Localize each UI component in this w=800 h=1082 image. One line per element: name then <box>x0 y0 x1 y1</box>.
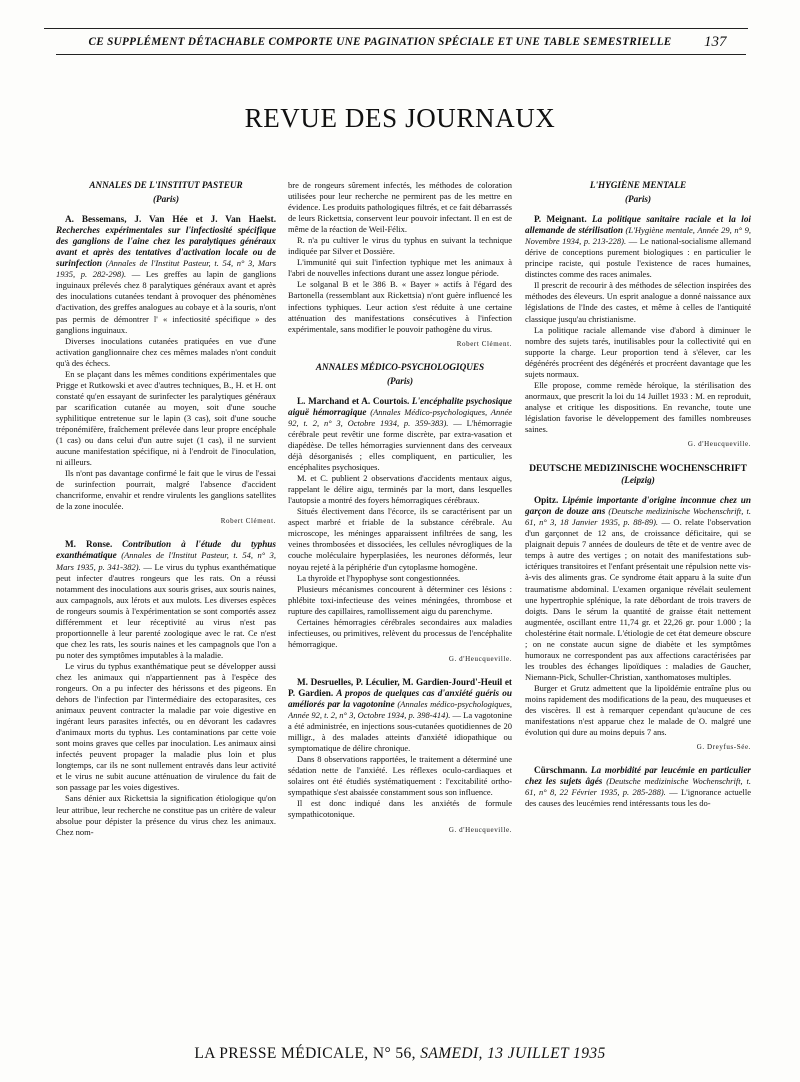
paragraph: Plusieurs mécanismes concourent à déterminer ces lésions : phlébite toxi-infectieuse des veines méningées, thrombose et rupture des capillaires, ramollissement aigu du parenchyme. <box>288 583 512 616</box>
paragraph: La thyroïde et l'hypophyse sont congestionnées. <box>297 572 460 583</box>
journal-city: (Paris) <box>386 375 414 386</box>
journal-heading: ANNALES MÉDICO-PSYCHOLOGIQUES <box>315 361 485 372</box>
article-reference: (Deutsche medizinische Wochenschrift, t. 61, n° 3, 18 Janvier 1935, p. 88-89). <box>525 506 751 528</box>
column-right <box>525 180 751 1040</box>
paragraph: Le solganal B et le 386 B. « Bayer » actifs à l'égard des Bartonella (ressemblant aux Rickettsia) n'ont guère influencé les infections typhiques. Leur action s'est réduite à une certaine atténuation des manifestations consécutives à l'infection expérimentale, sans modifier le pouvoir pathogène du virus. <box>288 279 512 334</box>
article-text: — Les greffes au lapin de ganglions inguinaux prélevés chez 8 paralytiques généraux avant et après des inoculations cutanées tendant à provoquer des phénomènes d'activation, des greffes analogues au cobaye et à la souris, n'ont pas permis de démontrer l' « infectiosité spécifique » des ganglions inguinaux. <box>56 269 276 335</box>
paragraph: La politique raciale allemande vise d'abord à diminuer le nombre des sujets tarés, inutilisables pour la collectivité qui en supporte la charge. Leur proportion tend à s'élever, car les dégénérés procréent des dégénérés et procréent davantage que les sujets normaux. <box>525 324 751 379</box>
article-entry <box>288 677 512 754</box>
journal-heading: DEUTSCHE MEDIZINISCHE WOCHENSCHRIFT <box>529 463 747 475</box>
paragraph: Le virus du typhus exanthématique peut se développer aussi chez les animaux qui n'appartiennent pas à l'espèce des rongeurs. On a pu infecter des hérissons et des pigeons. En dehors de l'infection par l'intermédiaire des ectoparasites, ces animaux peuvent contracter la maladie par voie digestive en ingérant leurs parasites infectés, ou en dévorant les cadavres d'animaux morts du typhus. Les contaminations par cette voie sont moins graves que celles par inoculation. Les animaux ainsi infectés peuvent propager la maladie plus loin et plus longtemps, car ils ne sont nullement entravés dans leur activité et le virus ne subit aucune atténuation de virulence du fait de son passage par les voies digestives. <box>56 660 276 793</box>
article-entry <box>525 765 751 809</box>
paragraph: Burger et Grutz admettent que la lipoïdémie entraîne plus ou moins rapidement des modifications de la peau, des muqueuses et des viscères. Il est à remarquer cependant qu'aucune de ces manifestations n'est apparue chez le malade de O. malgré une évolution qui dure au moins depuis 7 ans. <box>525 682 751 738</box>
page-number: 137 <box>704 34 727 50</box>
article-title: L'encéphalite psychosique aiguë hémorragique <box>288 395 512 417</box>
publication-name: LA PRESSE MÉDICALE, <box>194 1045 369 1062</box>
article-reference: (Annales médico-psychologiques, Année 92, t. 2, n° 3, Octobre 1934, p. 398-414). <box>288 699 512 721</box>
article-reference: (Deutsche medizinische Wochenschrift, t. 61, n° 8, 22 Février 1935, p. 285-288). <box>525 776 751 798</box>
paragraph: L'immunité qui suit l'infection typhique met les animaux à l'abri de nouvelles infections durant une assez longue période. <box>288 257 512 279</box>
paragraph: Il est donc indiqué dans les anxiétés de formule sympathicotonique. <box>288 798 512 820</box>
article-reference: (Annales de l'Institut Pasteur, t. 54, n° 3, Mars 1935, p. 282-298). <box>56 258 276 280</box>
article-authors: M. Ronse. <box>65 539 113 550</box>
page-footer <box>0 1045 800 1063</box>
article-authors: A. Bessemans, J. Van Hée et J. Van Haelst. <box>65 214 276 225</box>
reviewer-signature: G. d'Heucqueville. <box>448 825 512 834</box>
article-entry <box>525 495 751 683</box>
article-reference: (L'Hygiène mentale, Année 29, n° 9, Novembre 1934, p. 213-228). <box>525 225 751 247</box>
reviewer-signature: G. Dreyfus-Sée. <box>696 743 751 752</box>
header-rule <box>56 54 746 55</box>
article-title: La politique sanitaire raciale et la loi allemande de stérilisation <box>525 214 751 236</box>
journal-city: (Paris) <box>624 194 652 205</box>
article-entry <box>56 539 276 661</box>
column-left <box>56 180 276 1040</box>
paragraph: Elle propose, comme remède héroïque, la stérilisation des anormaux, que prescrit la loi du 14 Juillet 1933 : M. en reproduit, analyse et critique les dispositions. En revanche, toute une législation favorise le développement des familles nombreuses saines. <box>525 379 751 434</box>
paragraph: R. n'a pu cultiver le virus du typhus en suivant la technique indiquée par Silver et Dossière. <box>288 235 512 257</box>
article-title: La morbidité par leucémie en particulier chez les sujets âgés <box>525 765 751 787</box>
reviewer-signature: G. d'Heucqueville. <box>687 440 751 449</box>
article-text: — Le virus du typhus exanthématique peut infecter d'autres rongeurs que les rats. On a réussi notamment des inoculations aux souris grises, aux souris naines, aux campagnols, aux lérots et aux mulots. Les diverses espèces de rongeurs soumis à l'expérimentation se sont comportés assez différemment et leur réceptivité au virus n'est pas proportionnelle à leur parenté zoologique avec le rat. Ce n'est que chez les rats, les souris naines et les campagnols que l'on a pu noter des symptômes imputables à la maladie. <box>56 561 276 660</box>
article-title: Contribution à l'étude du typhus exanthématique <box>56 539 276 561</box>
issue-number: N° 56, <box>372 1045 416 1062</box>
paragraph: M. et C. publient 2 observations d'accidents mentaux aigus, rappelant le délire aigu, terminés par la mort, dans lesquelles l'autopsie a montré des foyers hémorragiques cérébraux. <box>288 473 512 506</box>
paragraph: Sans dénier aux Rickettsia la signification étiologique qu'on leur attribue, leur recherche ne constitue pas un critère de valeur absolue pour dépister la présence du virus chez les animaux. Chez nom- <box>56 793 276 837</box>
reviewer-signature: Robert Clément. <box>456 339 512 348</box>
paragraph: Ils n'ont pas davantage confirmé le fait que le virus de l'essai de surinfection pourrait, malgré l'absence d'accident chancriforme, envahir et rendre virulents les ganglions satellites de la zone inoculée. <box>56 468 276 512</box>
article-text: — Le national-socialisme allemand dérive de conceptions purement biologiques : en particulier le principe raciste, qui postule l'existence de races humaines, distinctes comme des races animales. <box>525 236 751 280</box>
article-title: A propos de quelques cas d'anxiété guéris ou améliorés par la vagotonine <box>288 687 512 710</box>
article-authors: P. Meignant. <box>534 214 587 225</box>
article-entry <box>56 214 276 336</box>
reviewer-signature: G. d'Heucqueville. <box>448 654 512 663</box>
paragraph: Certaines hémorragies cérébrales secondaires aux maladies infectieuses, ou primitives, relèvent du processus de l'encéphalite hémorragique. <box>288 616 512 649</box>
paragraph: Diverses inoculations cutanées pratiquées en vue d'une activation ganglionnaire chez ces mêmes malades n'ont conduit qu'à des échecs. <box>56 335 276 368</box>
article-entry <box>288 396 512 473</box>
article-entry <box>525 214 751 280</box>
top-rule <box>44 28 748 29</box>
article-text: — L'ignorance actuelle des causes des leucémies rend intéressants tous les do- <box>525 787 751 809</box>
journal-heading: L'HYGIÈNE MENTALE <box>589 180 687 190</box>
journal-heading: ANNALES DE L'INSTITUT PASTEUR <box>89 180 243 190</box>
article-title: Lipémie importante d'origine inconnue chez un garçon de douze ans <box>525 495 751 517</box>
article-reference: (Annales Médico-psychologiques, Année 92, t. 2, n° 3, Octobre 1934, p. 359-383). <box>288 406 512 428</box>
supplement-note: CE SUPPLÉMENT DÉTACHABLE COMPORTE UNE PAGINATION SPÉCIALE ET UNE TABLE SEMESTRIELLE <box>88 36 672 48</box>
article-authors: Opitz. <box>534 495 559 506</box>
column-middle <box>288 180 512 1040</box>
paragraph: Situés électivement dans l'écorce, ils se caractérisent par un aspect marbré et friable de la substance cérébrale. Au microscope, les méninges apparaissent infiltrées de sang, les veines thrombosées et dissociées, les cellules névrogliques de la couche moléculaire hyperplasiées, les neurones déformés, leur noyau rejeté à la périphérie d'un cytoplasme homogène. <box>288 506 512 572</box>
reviewer-signature: Robert Clément. <box>220 517 276 526</box>
article-title: Recherches expérimentales sur l'infectiosité spécifique des ganglions de l'aine chez les paralytiques généraux avant et après des tentatives d'activation locale ou de surinfection <box>56 225 276 269</box>
journal-city: (Leipzig) <box>621 475 655 486</box>
paragraph: Dans 8 observations rapportées, le traitement a déterminé une sédation nette de l'anxiété. Les réflexes oculo-cardiaques et solaires ont été étudiés systématiquement : l'excitabilité ortho-sympathique s'est abaissée constamment sous son influence. <box>288 754 512 798</box>
page-title: REVUE DES JOURNAUX <box>244 103 556 133</box>
article-authors: Cürschmann. <box>534 765 588 776</box>
issue-date: SAMEDI, 13 JUILLET 1935 <box>420 1045 606 1062</box>
article-text: — L'hémorragie cérébrale peut revêtir une forme discrète, par extra-vasation et diapédèse. De telles hémorragies surviennent dans des cerveaux déjà désorganisés ; elles compliquent, en particulier, les encéphalites psychosiques. <box>288 417 512 473</box>
article-reference: (Annales de l'Institut Pasteur, t. 54, n° 3, Mars 1935, p. 341-382). <box>56 550 276 572</box>
article-text: — La vagotonine a été administrée, en injections sous-cutanées quotidiennes de 20 milligr., à des malades atteints d'anxiété idiopathique ou symptomatique de délire chronique. <box>288 710 512 754</box>
article-authors: L. Marchand et A. Courtois. <box>297 395 410 406</box>
article-authors: M. Desruelles, P. Léculier, M. Gardien-Jourd'-Heuil et P. Gardien. <box>288 676 512 698</box>
article-text: — O. relate l'observation d'un garçonnet de 12 ans, de croissance déficitaire, qui se plaignait depuis 7 années de douleurs de tête et de ventre avec de temps à autre des vertiges ; on notait des manifestations sub-ictériques transitoires et l'enfant présentait une répulsion nette vis-à-vis des aliments gras. Ce syndrome était apparu à la suite d'un traumatisme abdominal. L'examen organique révélait seulement une hypertrophie splénique, la rate débordant de trois travers de doigts. Dans le sérum la quantité de graisse était nettement augmentée, oscillant entre 11,74 gr. et 22,26 gr. pour 1.000 ; la cholestérine était normale. L'étiologie de cet état demeure obscure ; on ne constate aucun signe de diabète et les symptômes humoraux ne correspondent pas aux affections caractérisées par les troubles des échanges lipoïdiques : maladies de Gaucher, Niemann-Pick, Schuller-Christian, xanthomatoses multiples. <box>525 517 751 682</box>
journal-city: (Paris) <box>152 194 180 205</box>
paragraph: Il prescrit de recourir à des méthodes de sélection inspirées des méthodes des éleveurs. Un esprit analogue a donné naissance aux législations de l'Inde des castes, et même à celles de l'antiquité classique jusqu'au christianisme. <box>525 280 751 324</box>
paragraph: En se plaçant dans les mêmes conditions expérimentales que Prigge et Rutkowski et avec d'autres techniques, B., H. et H. ont constaté qu'en essayant de surinfecter les paralytiques généraux par scarification cutanée au moyen, soit d'une souche syphilitique entretenue sur le lapin (3 cas), soit d'une souche tréponémifère, fraîchement prélevée dans leur propre encéphale (1 cas) ou dans celui d'un autre sujet (1 cas), il ne survient aucune manifestation spécifique, ni à l'endroit de l'inoculation, ni ailleurs. <box>56 368 276 468</box>
paragraph: bre de rongeurs sûrement infectés, les méthodes de coloration utilisées pour leur recherche ne permirent pas de les mettre en évidence. Les produits pathologiques filtrés, et ce fait débarrassés de leurs Rickettsia, conservent leur pouvoir infectant. Il en est de même de la réaction de Weil-Félix. <box>288 180 512 235</box>
